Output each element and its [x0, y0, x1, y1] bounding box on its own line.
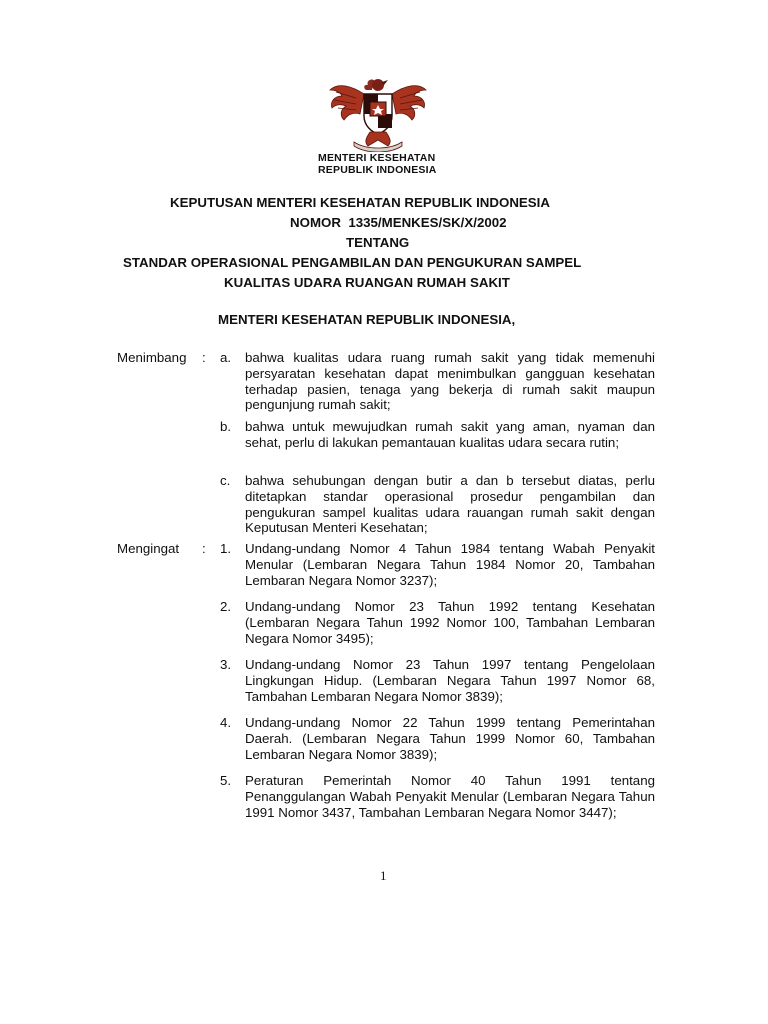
minister-heading: MENTERI KESEHATAN REPUBLIK INDONESIA, — [218, 312, 516, 327]
mengingat-item-4: Undang-undang Nomor 22 Tahun 1999 tentang Pemerintahan Daerah. (Lembaran Negara Tahun 1999 Nomor 60, Tambahan Lembaran Negara Nomor 3839); — [245, 715, 655, 762]
emblem-caption-line1: MENTERI KESEHATAN — [318, 152, 436, 164]
menimbang-marker-c: c. — [220, 473, 231, 488]
title-line-5: KUALITAS UDARA RUANGAN RUMAH SAKIT — [224, 275, 510, 290]
mengingat-marker-3: 3. — [220, 657, 232, 672]
menimbang-colon: : — [202, 350, 206, 365]
emblem-caption-line2: REPUBLIK INDONESIA — [318, 164, 437, 176]
mengingat-marker-4: 4. — [220, 715, 232, 730]
page-number: 1 — [380, 868, 387, 883]
mengingat-item-3: Undang-undang Nomor 23 Tahun 1997 tentang Pengelolaan Lingkungan Hidup. (Lembaran Negara Tahun 1997 Nomor 68, Tambahan Lembaran Negara Nomor 3839); — [245, 657, 655, 704]
emblem-caption — [318, 152, 458, 176]
menimbang-item-a: bahwa kualitas udara ruang rumah sakit yang tidak memenuhi persyaratan kesehatan dapat menimbulkan gangguan kesehatan terhadap pasien, tenaga yang bekerja di rumah sakit maupun pengunjung rumah sakit; — [245, 350, 655, 413]
garuda-emblem-icon — [326, 76, 430, 152]
menimbang-item-c: bahwa sehubungan dengan butir a dan b tersebut diatas, perlu ditetapkan standar operasional prosedur pengambilan dan pengukuran sampel kualitas udara rauangan rumah sakit dengan Keputusan Menteri Kesehatan; — [245, 473, 655, 536]
menimbang-marker-a: a. — [220, 350, 232, 365]
title-line-4: STANDAR OPERASIONAL PENGAMBILAN DAN PENGUKURAN SAMPEL — [123, 255, 582, 270]
mengingat-label: Mengingat — [117, 541, 180, 556]
mengingat-marker-1: 1. — [220, 541, 232, 556]
title-line-3: TENTANG — [346, 235, 410, 250]
menimbang-label: Menimbang — [117, 350, 187, 365]
mengingat-marker-2: 2. — [220, 599, 232, 614]
mengingat-colon: : — [202, 541, 206, 556]
mengingat-item-1: Undang-undang Nomor 4 Tahun 1984 tentang Wabah Penyakit Menular (Lembaran Negara Tahun 1984 Nomor 20, Tambahan Lembaran Negara Nomor 3237); — [245, 541, 655, 588]
mengingat-item-5: Peraturan Pemerintah Nomor 40 Tahun 1991 tentang Penanggulangan Wabah Penyakit Menular (Lembaran Negara Tahun 1991 Nomor 3437, Tambahan Lembaran Negara Nomor 3447); — [245, 773, 655, 820]
menimbang-marker-b: b. — [220, 419, 232, 434]
mengingat-marker-5: 5. — [220, 773, 232, 788]
menimbang-item-b: bahwa untuk mewujudkan rumah sakit yang aman, nyaman dan sehat, perlu di lakukan pemantauan kualitas udara secara rutin; — [245, 419, 655, 450]
mengingat-item-2: Undang-undang Nomor 23 Tahun 1992 tentang Kesehatan (Lembaran Negara Tahun 1992 Nomor 100, Tambahan Lembaran Negara Nomor 3495); — [245, 599, 655, 646]
title-line-2: NOMOR 1335/MENKES/SK/X/2002 — [290, 215, 507, 230]
title-line-1: KEPUTUSAN MENTERI KESEHATAN REPUBLIK INDONESIA — [170, 195, 550, 210]
